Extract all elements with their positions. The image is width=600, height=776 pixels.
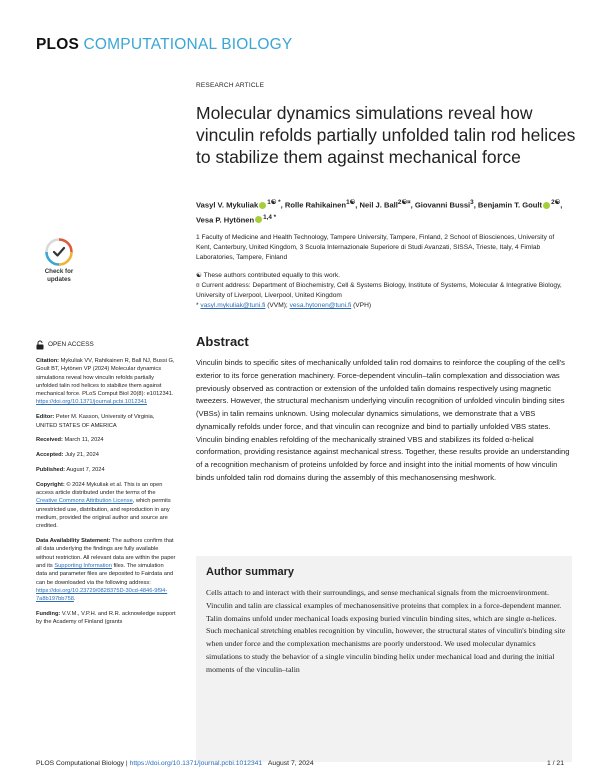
data-availability-text: files. The simulation data and parameter files are deposited to Fairdata and can be downloaded via the following address:	[36, 562, 174, 586]
author-affiliation-mark: 3	[470, 199, 474, 206]
corresponding-mark: *	[196, 302, 201, 309]
email-suffix: (VVM);	[265, 302, 290, 309]
data-availability-text: .	[73, 596, 76, 603]
citation-doi-link[interactable]: https://doi.org/10.1371/journal.pcbi.1012341	[36, 399, 147, 406]
orcid-icon[interactable]	[543, 202, 550, 209]
license-link[interactable]: Creative Commons Attribution License	[36, 498, 133, 505]
page-number: 1 / 21	[546, 760, 564, 767]
author-list: Vasyl V. Mykuliak $^{1☯ *}$, Rolle Rahikainen$^{1☯}$, Neil J. Ball$^{2☯¤}$, Giovanni Bussi$^3$, Benjamin T. Goult $^{2☯}$, Vesa P. Hytönen $^{1,4 *}$	[196, 199, 563, 225]
orcid-icon[interactable]	[259, 202, 266, 209]
author-name: Benjamin T. Goult	[477, 200, 543, 210]
email-link[interactable]: vasyl.mykuliak@tuni.fi	[200, 302, 266, 309]
check-for-updates-icon	[45, 238, 73, 266]
citation-text: Mykuliak VV, Rahikainen R, Ball NJ, Bussi G, Goult BT, Hytönen VP (2024) Molecular dynamics simulations reveal how vinculin refolds partially unfolded talin rod helices to stabilize them against mechanical force. PLoS Comput Biol 20(8): e1012341.	[36, 358, 175, 398]
author-name: Neil J. Ball	[359, 200, 398, 210]
copyright-text: © 2024 Mykuliak et al. This is an open access article distributed under the terms of the	[36, 481, 163, 497]
footer-journal: PLOS Computational Biology	[36, 760, 125, 767]
correspondence-note	[196, 301, 568, 311]
accepted-label: Accepted:	[36, 452, 64, 459]
data-availability-block	[36, 537, 176, 603]
orcid-icon[interactable]	[255, 216, 262, 223]
copyright-label: Copyright:	[36, 481, 65, 488]
funding-text: V.V.M., V.P.H. and R.R. acknowledge support by the Academy of Finland (grants	[36, 610, 176, 626]
open-access-text: OPEN ACCESS	[48, 340, 94, 348]
author-affiliation-mark: 2☯¤	[397, 199, 411, 206]
equal-contribution-note: ☯ These authors contributed equally to this work.	[196, 272, 340, 279]
check-updates-line2: updates	[47, 275, 71, 283]
author-name: Vesa P. Hytönen	[196, 215, 255, 225]
published-label: Published:	[36, 466, 66, 473]
author-affiliation-mark: 1,4 *	[263, 213, 277, 221]
article-info-sidebar	[36, 340, 176, 633]
abstract-heading: Abstract	[196, 334, 249, 349]
author-summary-box	[196, 556, 572, 762]
received-block	[36, 436, 176, 444]
open-access-label	[36, 340, 176, 350]
current-address-note: ¤ Current address: Department of Biochemistry, Cell & Systems Biology, Institute of Systems, Molecular & Integrative Biology, University of Liverpool, Liverpool, United Kingdom	[196, 282, 562, 299]
email-suffix: (VPH)	[351, 302, 372, 309]
funding-block	[36, 610, 176, 627]
affiliations: 1 Faculty of Medicine and Health Technology, Tampere University, Tampere, Finland, 2 School of Biosciences, University of Kent, Canterbury, United Kingdom, 3 Scuola Internazionale Superiore di Studi Avanzati, SISSA, Trieste, Italy, 4 Fimlab Laboratories, Tampere, Finland	[196, 234, 555, 261]
author-affiliation-mark: 1☯	[346, 199, 356, 206]
data-availability-text: The authors confirm that all data underlying the findings are fully available without restriction. All relevant data are within the paper and its	[36, 538, 176, 569]
article-title: Molecular dynamics simulations reveal how vinculin refolds partially unfolded talin rod helices to stabilize them against mechanical force	[196, 103, 576, 167]
footer-date: August 7, 2024	[267, 760, 314, 767]
check-updates-line1: Check for	[44, 268, 74, 275]
editor-block	[36, 413, 176, 430]
copyright-text: , which permits unrestricted use, distribution, and reproduction in any medium, provided the original author and source are credited.	[36, 498, 171, 530]
received-label: Received:	[36, 437, 63, 444]
author-affiliation-mark: 2☯	[551, 199, 561, 206]
author-name: Giovanni Bussi	[414, 200, 471, 210]
citation-block	[36, 357, 176, 407]
journal-name: COMPUTATIONAL BIOLOGY	[83, 36, 293, 53]
author-affiliation-mark: 1☯ *	[267, 199, 281, 206]
published-date: August 7, 2024	[65, 466, 105, 473]
article-type: RESEARCH ARTICLE	[196, 82, 265, 89]
journal-brand: PLOS	[36, 36, 80, 53]
data-doi-link[interactable]: https://doi.org/10.23729/0828375D-30cd-4846-9f94-7a8b197bb758	[36, 587, 168, 603]
page-footer	[36, 760, 564, 767]
author-summary-text: Cells attach to and interact with their surroundings, and sense mechanical signals from the microenvironment. Vinculin and talin are classical examples of mechanosensitive proteins that complex in a force-dependent manner. Talin domains unfold under mechanical loads exposing buried vinculin binding sites, which are single α-helices. Such mechanical stretching enables recognition by vinculin, however, the structural states of vinculin's binding site when under force and the complexation mechanisms are poorly understood. We used molecular dynamics simulations to study the behavior of a single vinculin binding helix under mechanical load and during the initial moments of the vinculin–talin	[206, 588, 566, 674]
accepted-block	[36, 451, 176, 459]
editor-label: Editor:	[36, 414, 55, 421]
abstract-text: Vinculin binds to specific sites of mechanically unfolded talin rod domains to reinforce the coupling of the cell's exterior to its force generation machinery. Force-dependent vinculin–talin complexation and dissociation was previously observed as contraction or extension of the unfolded talin domains respectively using magnetic tweezers. However, the structural mechanism underlying vinculin recognition of unfolded vinculin binding sites (VBSs) in talin remains unknown. Using molecular dynamics simulations, we demonstrate that a VBS dynamically refolds under force, and that vinculin can recognize and bind to partially unfolded VBS states. Vinculin binding enables refolding of the mechanically strained VBS and stabilizes its folded α-helical conformation, providing resistance against mechanical stress. Together, these results provide an understanding of a recognition mechanism of proteins unfolded by force and insight into the initial moments of how vinculin binds unfolded talin rod domains during the assembly of this mechanosensing meshwork.	[196, 358, 570, 482]
received-date: March 11, 2024	[62, 437, 104, 444]
check-for-updates-badge[interactable]	[36, 238, 82, 290]
published-block	[36, 466, 176, 474]
journal-header	[36, 36, 292, 54]
lock-open-icon	[36, 340, 44, 350]
funding-label: Funding:	[36, 610, 61, 617]
accepted-date: July 21, 2024	[63, 452, 99, 459]
author-name: Rolle Rahikainen	[284, 200, 347, 210]
copyright-block	[36, 481, 176, 531]
author-name: Vasyl V. Mykuliak	[196, 200, 259, 210]
email-link[interactable]: vesa.hytonen@tuni.fi	[289, 302, 352, 309]
editor-text: Peter M. Kasson, University of Virginia, UNITED STATES OF AMERICA	[36, 414, 155, 429]
author-notes	[196, 271, 568, 311]
check-for-updates-label	[36, 268, 82, 283]
footer-doi-link[interactable]: https://doi.org/10.1371/journal.pcbi.1012341	[129, 760, 263, 767]
data-availability-label: Data Availability Statement:	[36, 538, 111, 545]
author-summary-heading: Author summary	[206, 566, 295, 578]
supporting-information-link[interactable]: Supporting Information	[54, 562, 112, 569]
footer-separator: |	[124, 760, 130, 767]
citation-label: Citation:	[36, 358, 60, 364]
